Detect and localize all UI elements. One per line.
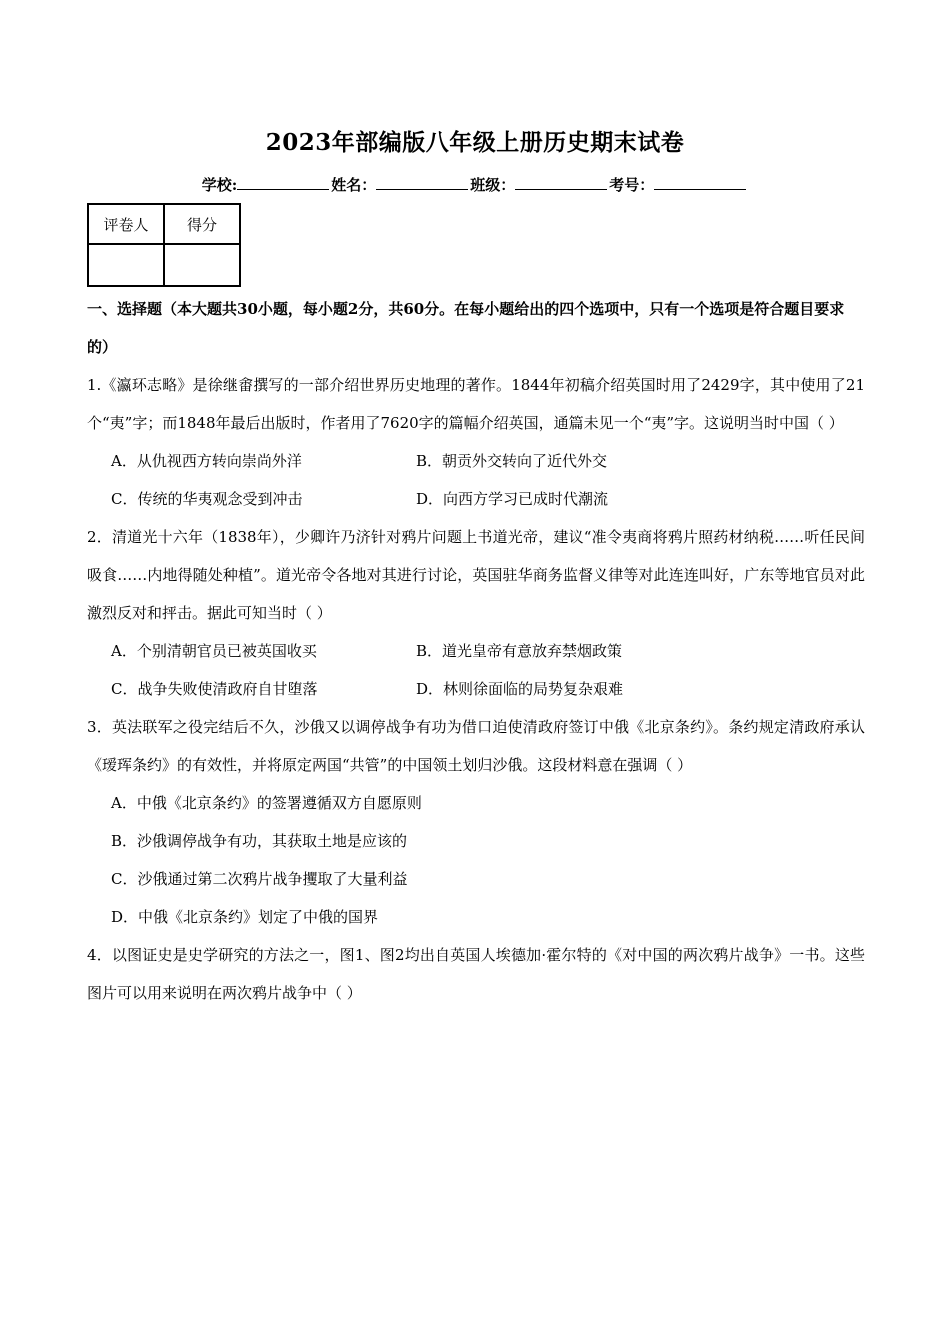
exam-title: 2023年部编版八年级上册历史期末试卷 bbox=[265, 129, 685, 156]
school-label: 学校: bbox=[201, 176, 238, 194]
question-2-options-row-1 bbox=[87, 632, 865, 670]
question-2-option-b: B．道光皇帝有意放弃禁烟政策 bbox=[416, 642, 623, 660]
grader-cell bbox=[88, 244, 164, 286]
question-1-option-d: D．向西方学习已成时代潮流 bbox=[416, 490, 609, 508]
score-header: 得分 bbox=[164, 204, 240, 244]
grader-header: 评卷人 bbox=[88, 204, 164, 244]
question-2-option-c: C．战争失败使清政府自甘堕落 bbox=[111, 680, 318, 698]
question-2-options-row-2 bbox=[87, 670, 865, 708]
question-1-options-row-1 bbox=[87, 442, 865, 480]
exam-number-blank bbox=[654, 175, 746, 190]
score-cell bbox=[164, 244, 240, 286]
class-label: 班级： bbox=[470, 176, 516, 194]
question-3-option-d: D．中俄《北京条约》划定了中俄的国界 bbox=[111, 908, 379, 926]
question-1-option-b: B．朝贡外交转向了近代外交 bbox=[416, 452, 608, 470]
question-3-option-a: A．中俄《北京条约》的签署遵循双方自愿原则 bbox=[111, 794, 422, 812]
question-2-stem: 2．清道光十六年（1838年），少卿许乃济针对鸦片问题上书道光帝，建议“准令夷商将鸦片照药材纳税……听任民间吸食……内地得随处种植”。道光帝令各地对其进行讨论，英国驻华商务监督义律等对此连连叫好，广东等地官员对此激烈反对和抨击。据此可知当时（ ） bbox=[87, 528, 865, 622]
question-3-option-c: C．沙俄通过第二次鸦片战争攫取了大量利益 bbox=[111, 870, 408, 888]
exam-content bbox=[87, 290, 865, 1012]
exam-number-label: 考号： bbox=[609, 176, 655, 194]
question-3-option-b: B．沙俄调停战争有功，其获取土地是应该的 bbox=[111, 832, 408, 850]
score-table bbox=[87, 203, 241, 287]
question-1-options-row-2 bbox=[87, 480, 865, 518]
question-2-option-a: A．个别清朝官员已被英国收买 bbox=[111, 642, 317, 660]
student-info-line bbox=[0, 174, 950, 195]
question-1-option-a: A．从仇视西方转向崇尚外洋 bbox=[111, 452, 302, 470]
question-4-stem: 4．以图证史是史学研究的方法之一，图1、图2均出自英国人埃德加·霍尔特的《对中国的两次鸦片战争》一书。这些图片可以用来说明在两次鸦片战争中（ ） bbox=[87, 946, 865, 1002]
school-blank bbox=[237, 175, 329, 190]
section-heading: 一、选择题（本大题共30小题，每小题2分，共60分。在每小题给出的四个选项中，只有一个选项是符合题目要求的） bbox=[87, 300, 845, 356]
class-blank bbox=[515, 175, 607, 190]
question-3-stem: 3．英法联军之役完结后不久，沙俄又以调停战争有功为借口迫使清政府签订中俄《北京条约》。条约规定清政府承认《瑷珲条约》的有效性，并将原定两国“共管”的中国领土划归沙俄。这段材料意在强调（ ） bbox=[87, 718, 865, 774]
question-2-option-d: D．林则徐面临的局势复杂艰难 bbox=[416, 680, 624, 698]
question-1-stem: 1.《瀛环志略》是徐继畬撰写的一部介绍世界历史地理的著作。1844年初稿介绍英国时用了2429字，其中使用了21个“夷”字；而1848年最后出版时，作者用了7620字的篇幅介绍英国，通篇未见一个“夷”字。这说明当时中国（ ） bbox=[87, 376, 865, 432]
name-blank bbox=[376, 175, 468, 190]
name-label: 姓名： bbox=[331, 176, 377, 194]
question-1-option-c: C．传统的华夷观念受到冲击 bbox=[111, 490, 303, 508]
